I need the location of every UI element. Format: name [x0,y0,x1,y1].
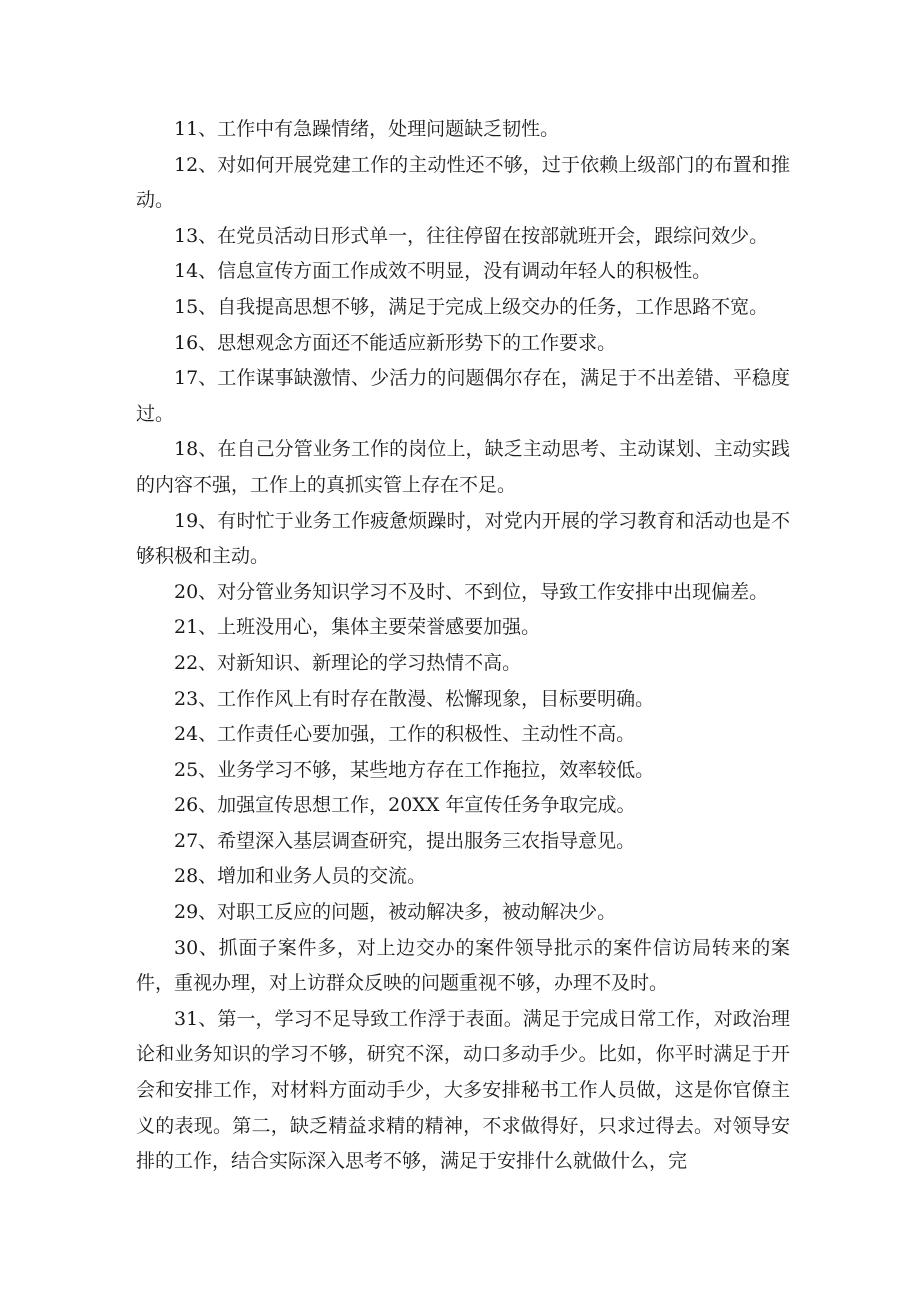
list-item-23: 23、工作作风上有时存在散漫、松懈现象，目标要明确。 [174,687,655,710]
list-item-12: 12、对如何开展党建工作的主动性还不够，过于依赖上级部门的布置和推动。 [136,153,790,212]
list-item-14: 14、信息宣传方面工作成效不明显，没有调动年轻人的积极性。 [174,260,712,283]
list-item-26: 26、加强宣传思想工作，20XX 年宣传任务争取完成。 [174,794,636,817]
list-item-18: 18、在自己分管业务工作的岗位上，缺乏主动思考、主动谋划、主动实践的内容不强，工作上的真抓实管上存在不足。 [136,438,790,496]
list-item-29: 29、对职工反应的问题，被动解决多，被动解决少。 [174,901,617,924]
list-item-31: 31、第一，学习不足导致工作浮于表面。满足于完成日常工作，对政治理论和业务知识的学习不够，研究不深，动口多动手少。比如，你平时满足于开会和安排工作，对材料方面动手少，大多安排秘书工作人员做，这是你官僚主义的表现。第二，缺乏精益求精的精神，不求做得好，只求过得去。对领导安排的工作，结合实际深入思考不够，满足于安排什么就做什么，完 [136,1007,790,1173]
list-item-25: 25、业务学习不够，某些地方存在工作拖拉，效率较低。 [174,758,655,781]
list-item-17: 17、工作谋事缺激情、少活力的问题偶尔存在，满足于不出差错、平稳度过。 [136,367,790,425]
list-item-16: 16、思想观念方面还不能适应新形势下的工作要求。 [174,331,617,354]
list-item-30: 30、抓面子案件多，对上边交办的案件领导批示的案件信访局转来的案件，重视办理，对上访群众反映的问题重视不够，办理不及时。 [136,936,790,995]
list-item-22: 22、对新知识、新理论的学习热情不高。 [174,651,522,674]
list-item-11: 11、工作中有急躁情绪，处理问题缺乏韧性。 [174,118,560,140]
list-item-13: 13、在党员活动日形式单一，往往停留在按部就班开会，跟综问效少。 [174,224,769,247]
list-item-20: 20、对分管业务知识学习不及时、不到位，导致工作安排中出现偏差。 [174,580,769,603]
list-item-27: 27、希望深入基层调查研究，提出服务三农指导意见。 [174,829,636,852]
list-item-21: 21、上班没用心，集体主要荣誉感要加强。 [174,616,541,639]
list-item-28: 28、增加和业务人员的交流。 [174,865,427,888]
list-item-15: 15、自我提高思想不够，满足于完成上级交办的任务，工作思路不宽。 [174,295,769,318]
list-item-19: 19、有时忙于业务工作疲惫烦躁时，对党内开展的学习教育和活动也是不够积极和主动。 [136,509,790,568]
document-body [136,112,790,1180]
list-item-24: 24、工作责任心要加强，工作的积极性、主动性不高。 [174,723,636,746]
